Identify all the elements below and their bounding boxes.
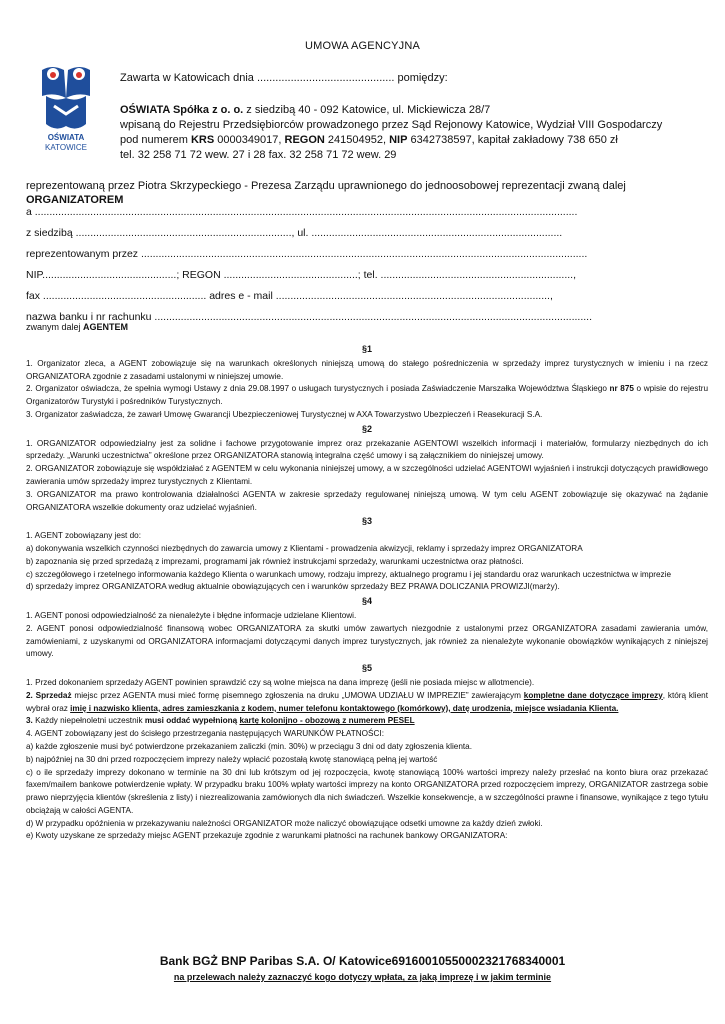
form-line-fax-email: fax ........................................................ adres e - mail .............................................................................................., <box>26 290 553 302</box>
bank-account-line: Bank BGŻ BNP Paribas S.A. O/ Katowice69160010550002321768340001 <box>159 954 566 968</box>
s5-paragraph-2 <box>26 690 708 716</box>
s5-p3-must: musi oddać wypełnioną <box>144 716 240 726</box>
krs-prefix: pod numerem <box>120 134 191 146</box>
form-line-bank: nazwa banku i nr rachunku ...................................................................................................................................................... <box>26 311 592 323</box>
transfer-note: na przelewach należy zaznaczyć kogo dotyczy wpłata, za jaką imprezę i w jakim terminie <box>173 972 552 982</box>
s1-p2-text: 2. Organizator oświadcza, że spełnia wymogi Ustawy z dnia 29.08.1997 o usługach turystycznych i posiada Zaświadczenie Marszałka Województwa Śląskiego <box>26 384 610 394</box>
form-line-address: z siedzibą .........................................................................., ul. ...................................................................................... <box>26 227 563 239</box>
s5-p3-card: kartę kolonijno - obozową z numerem PESEL <box>239 716 415 726</box>
krs-label: KRS <box>190 134 215 146</box>
logo-line1: OŚWIATA <box>47 133 85 142</box>
s1-paragraph-2 <box>26 383 708 409</box>
nip-label: NIP <box>389 134 408 146</box>
s3-item-d: d) sprzedaży imprez ORGANIZATORA według aktualnie obowiązujących cen i warunków sprzedaży BEZ PRAWA DOLICZANIA PROWIZJI(marży). <box>26 582 560 592</box>
section-2-heading: §2 <box>361 423 372 434</box>
s5-p3-text: Każdy niepełnoletni uczestnik <box>32 716 145 726</box>
phone-line: tel. 32 258 71 72 wew. 27 i 28 fax. 32 258 71 72 wew. 29 <box>120 149 397 161</box>
s1-p2-number: nr 875 <box>609 384 634 394</box>
section-3-heading: §3 <box>361 516 372 527</box>
s5-p2-client-data: imię i nazwisko klienta, adres zamieszkania z kodem, numer telefonu kontaktowego (komórkowy), datę urodzenia, miejsce wsiadania Klienta. <box>70 703 619 713</box>
s5-item-c: c) o ile sprzedaży imprezy dokonano w terminie na 30 dni lub krótszym od jej rozpoczęcia, kwotę stanowiącą 100% wartości imprezy należy przesłać na konto biura oraz przekazać faxem/mailem bankowe potwierdzenie wpłaty. W przypadku braku 100% wpłaty wartości imprezy na konto ORGANIZATORA przed rozpoczęciem imprezy, ORGANIZATOR zastrzega sobie prawo nieprzyjęcia klientów (skreślenia z listy) i niezrealizowania zamówionych dla nich świadczeń. Wszelkie konsekwencje, a w szczególności prawne i finansowe, wynikające z tego tytułu obciążają w całości AGENTA. <box>26 767 708 815</box>
s1-paragraph-1: 1. Organizator zleca, a AGENT zobowiązuje się na warunkach określonych niniejszą umową do stałego pośredniczenia w sprzedaży imprez turystycznych w imieniu i na rzecz ORGANIZATORA zgodnie z zasadami ustalonymi w niniejszej umowie. <box>26 358 708 381</box>
s3-item-a: a) dokonywania wszelkich czynności niezbędnych do zawarcia umowy z Klientami - prowadzenia akwizycji, reklamy i sprzedaży imprez ORGANIZATORA <box>26 543 583 553</box>
section-5-heading: §5 <box>361 663 372 674</box>
company-name: OŚWIATA Spółka z o. o. <box>120 104 244 116</box>
s5-paragraph-4: 4. AGENT zobowiązany jest do ścisłego przestrzegania następujących WARUNKÓW PŁATNOŚCI: <box>26 729 384 739</box>
s2-paragraph-1: 1. ORGANIZATOR odpowiedzialny jest za solidne i fachowe przygotowanie imprez oraz przekazanie AGENTOWI wszelkich informacji i materiałów, formularzy niezbędnych do ich sprzedaży. „Warunki uczestnictwa” określone przez ORGANIZATORA stanowią integralna część umowy i są załącznikiem do niniejszej umowy. <box>26 438 708 461</box>
concluded-line: Zawarta w Katowicach dnia ............................................. pomiędzy: <box>120 72 448 84</box>
s4-paragraph-1: 1. AGENT ponosi odpowiedzialność za nienależyte i błędne informacje udzielane Klientowi. <box>26 610 357 620</box>
company-line <box>120 104 490 116</box>
company-address: z siedzibą 40 - 092 Katowice, ul. Mickiewicza 28/7 <box>243 104 491 116</box>
logo-caption <box>30 133 102 153</box>
registry-line: wpisaną do Rejestru Przedsiębiorców prowadzonego przez Sąd Rejonowy Katowice, Wydział VIII Gospodarczy <box>120 119 663 131</box>
represented-line: reprezentowaną przez Piotra Skrzypeckiego - Prezesa Zarządu uprawnionego do jednoosobowej reprezentacji zwaną dalej <box>26 180 626 192</box>
oswiata-logo-icon <box>36 62 96 142</box>
s5-item-b: b) najpóźniej na 30 dni przed rozpoczęciem imprezy należy wpłacić pozostałą kwotę stanowiącą pełną jej wartość <box>26 754 438 764</box>
form-line-name: a .......................................................................................................................................................................................... <box>26 206 578 218</box>
agreement-body <box>26 342 708 843</box>
s5-item-d: d) W przypadku opóźnienia w przekazywaniu należności ORGANIZATOR może naliczyć obowiązujące odsetki umowne za każdy dzień zwłoki. <box>26 818 543 828</box>
s5-paragraph-1: 1. Przed dokonaniem sprzedaży AGENT powinien sprawdzić czy są wolne miejsca na dana imprezę (jeśli nie posiada miejsc w allotmencie). <box>26 677 535 687</box>
logo-line2: KATOWICE <box>45 143 87 152</box>
s5-p3-number: 3. <box>26 716 33 726</box>
s5-paragraph-3 <box>26 715 708 728</box>
agent-form-fields <box>26 202 686 328</box>
organizer-label: ORGANIZATOREM <box>26 194 124 206</box>
s5-p2-event-data: kompletne dane dotyczące imprezy <box>523 690 663 700</box>
form-line-nip-regon-tel: NIP..............................................; REGON ..............................................; tel. .................................................................., <box>26 269 577 281</box>
s4-paragraph-2: 2. AGENT ponosi odpowiedzialność finansową wobec ORGANIZATORA za skutki umów zawartych niezgodnie z ustalonymi przez ORGANIZATORA zasadami zawierania umów, zamówieniami, z uzyskanymi od ORGANIZATORA informacjami dotyczącymi danych imprez turystycznych, jak również za nienależyte wykonanie obowiązków wynikających z niniejszej umowy. <box>26 623 708 659</box>
s3-item-b: b) zapoznania się przed sprzedażą z imprezami, programami jak również instrukcjami sprzedaży, warunkami uczestnictwa oraz płatności. <box>26 556 524 566</box>
regon-label: REGON <box>284 134 325 146</box>
s1-paragraph-3: 3. Organizator zaświadcza, że zawarł Umowę Gwarancji Ubezpieczeniowej Turystycznej w AXA Towarzystwo Ubezpieczeń i Reasekuracji S.A. <box>26 409 543 419</box>
s5-p2-number: 2. Sprzedaż <box>26 690 72 700</box>
s5-item-a: a) każde zgłoszenie musi być potwierdzone przekazaniem zaliczki (min. 30%) w przeciągu 3 dni od daty zgłoszenia klienta. <box>26 741 472 751</box>
krs-value: 0000349017, <box>214 134 285 146</box>
agent-definition <box>26 322 128 332</box>
s5-item-e: e) Kwoty uzyskane ze sprzedaży miejsc AGENT przekazuje zgodnie z warunkami płatności na rachunek bankowy ORGANIZATORA: <box>26 831 508 841</box>
s5-p2-text: miejsc przez AGENTA musi mieć formę pisemnego zgłoszenia na druku „UMOWA UDZIAŁU W IMPREZIE” zawierającym <box>71 690 524 700</box>
s5-p2-joiner: , którą klient wybrał oraz <box>26 690 709 713</box>
s3-paragraph-1: 1. AGENT zobowiązany jest do: <box>26 531 141 541</box>
agent-prefix: zwanym dalej <box>26 322 84 332</box>
section-1-heading: §1 <box>361 344 372 354</box>
s2-paragraph-2: 2. ORGANIZATOR zobowiązuje się współdziałać z AGENTEM w celu wykonania niniejszej umowy, a w szczególności udzielać AGENTOWI wyjaśnień i instrukcji dotyczących prawidłowego zawierania umów sprzedaży imprez turystycznych z Klientami. <box>26 464 708 486</box>
form-line-representative: reprezentowanym przez ......................................................................................................................................................... <box>26 248 588 260</box>
registration-numbers <box>120 134 618 146</box>
section-4-heading: §4 <box>361 596 372 607</box>
regon-value: 241504952, <box>324 134 390 146</box>
s3-item-c: c) szczegółowego i rzetelnego informowania każdego Klienta o warunkach umowy, rodzaju imprezy, aktualnego programu i jej standardu oraz warunkach uczestnictwa w imprezie <box>26 569 672 579</box>
nip-value: 6342738597, kapitał zakładowy 738 650 zł <box>407 134 618 146</box>
agent-label: AGENTEM <box>83 322 129 332</box>
s1-p2-tail: o wpisie do rejestru Organizatorów Turystyki i pośredników Turystycznych. <box>26 384 709 407</box>
s2-paragraph-3: 3. ORGANIZATOR ma prawo kontrolowania działalności AGENTA w zakresie sprzedaży regulowanej niniejszą umową. W tym celu AGENT zobowiązuje się okazywać na żądanie ORGANIZATORA wszelkie dokumenty oraz udzielać wyjaśnień. <box>26 489 708 512</box>
document-title: UMOWA AGENCYJNA <box>304 40 421 52</box>
